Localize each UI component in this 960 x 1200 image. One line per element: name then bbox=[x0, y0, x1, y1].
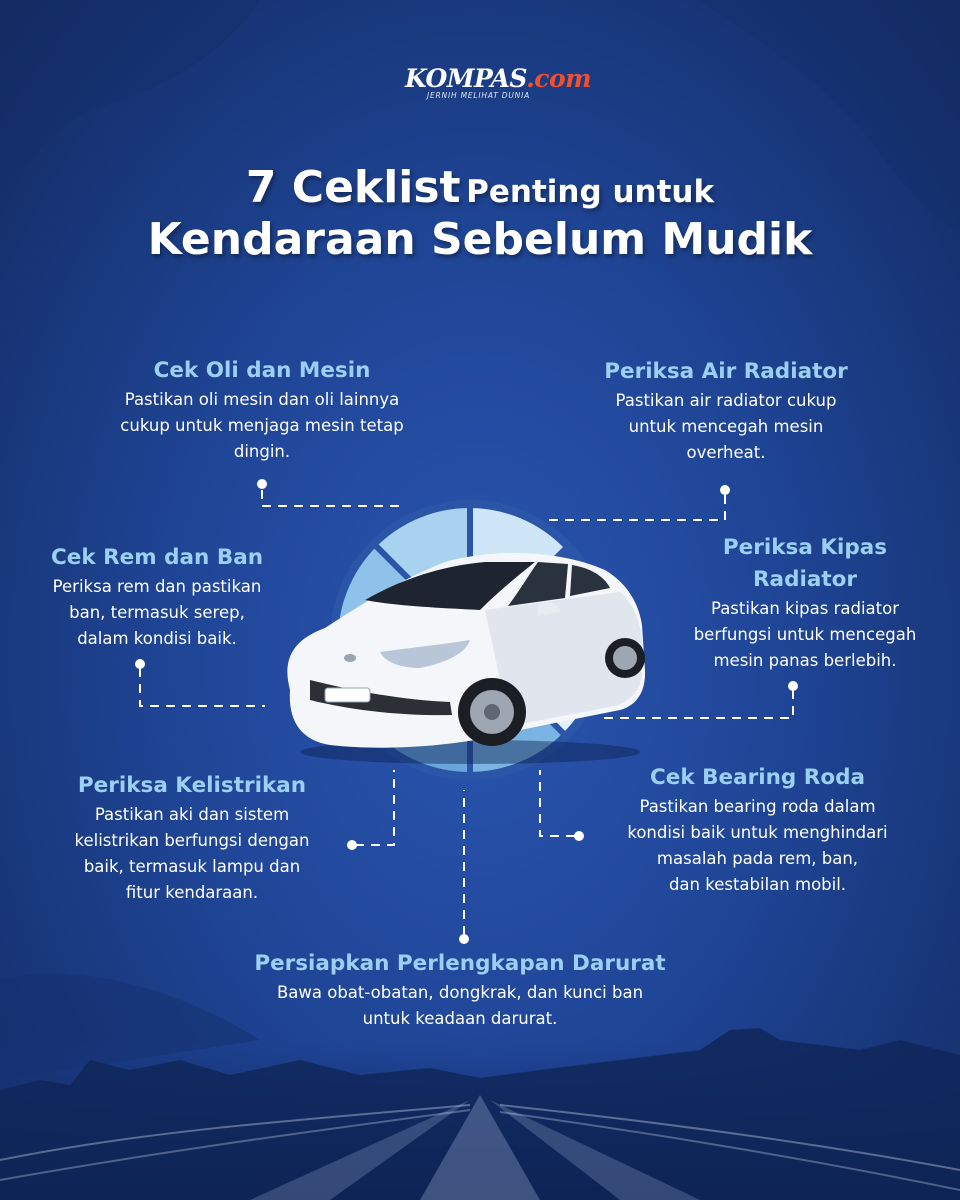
item-heading: Periksa Kelistrikan bbox=[77, 773, 307, 798]
item-text-line: Pastikan air radiator cukup bbox=[615, 391, 837, 410]
logo-wordmark bbox=[405, 64, 592, 93]
checklist-item-electrical bbox=[37, 770, 347, 906]
item-text-line: Pastikan bearing roda dalam bbox=[639, 797, 876, 816]
item-text-line: berfungsi untuk mencegah bbox=[693, 625, 917, 644]
item-heading: Cek Rem dan Ban bbox=[50, 545, 264, 570]
item-text-line: dingin. bbox=[233, 442, 291, 461]
item-text-line: Pastikan aki dan sistem bbox=[94, 805, 290, 824]
logo-suffix: .com bbox=[526, 64, 592, 93]
item-heading: Cek Bearing Roda bbox=[650, 765, 865, 790]
item-heading: Radiator bbox=[753, 567, 857, 592]
title-number: 7 Ceklist bbox=[245, 162, 461, 213]
logo-tagline: JERNIH MELIHAT DUNIA bbox=[427, 91, 531, 100]
checklist-item-radiator-water bbox=[553, 356, 899, 466]
item-heading: Periksa Air Radiator bbox=[604, 359, 848, 384]
logo-name: KOMPAS bbox=[405, 64, 527, 93]
checklist-item-radiator-fan bbox=[655, 532, 955, 674]
checklist-item-oil bbox=[72, 355, 452, 465]
page-title-line1 bbox=[0, 162, 960, 213]
item-text-line: kelistrikan berfungsi dengan bbox=[74, 831, 310, 850]
item-text-line: dalam kondisi baik. bbox=[77, 629, 237, 648]
item-text-line: Pastikan kipas radiator bbox=[710, 599, 900, 618]
item-text-line: ban, termasuk serep, bbox=[69, 603, 245, 622]
item-text-line: dan kestabilan mobil. bbox=[668, 875, 847, 894]
checklist-item-brakes-tires bbox=[12, 542, 302, 652]
item-text-line: overheat. bbox=[686, 443, 766, 462]
item-text-line: masalah pada rem, ban, bbox=[656, 849, 859, 868]
item-text-line: baik, termasuk lampu dan bbox=[83, 857, 301, 876]
item-heading: Periksa Kipas bbox=[722, 535, 888, 560]
item-text-line: kondisi baik untuk menghindari bbox=[627, 823, 888, 842]
item-heading: Persiapkan Perlengkapan Darurat bbox=[254, 951, 666, 976]
checklist-item-emergency-kit bbox=[200, 948, 720, 1032]
item-text-line: untuk mencegah mesin bbox=[628, 417, 824, 436]
item-text-line: Periksa rem dan pastikan bbox=[52, 577, 262, 596]
item-heading: Cek Oli dan Mesin bbox=[153, 358, 371, 383]
item-text-line: fitur kendaraan. bbox=[125, 883, 259, 902]
item-text-line: Bawa obat-obatan, dongkrak, dan kunci ban bbox=[276, 983, 644, 1002]
car-image bbox=[270, 540, 650, 770]
checklist-item-wheel-bearing bbox=[585, 762, 930, 898]
item-text-line: untuk keadaan darurat. bbox=[362, 1009, 558, 1028]
page-title-line2: Kendaraan Sebelum Mudik bbox=[147, 214, 813, 265]
title-rest: Penting untuk bbox=[466, 174, 715, 210]
item-text-line: Pastikan oli mesin dan oli lainnya bbox=[124, 390, 400, 409]
kompas-logo bbox=[405, 64, 592, 100]
item-text-line: cukup untuk menjaga mesin tetap bbox=[120, 416, 404, 435]
item-text-line: mesin panas berlebih. bbox=[713, 651, 897, 670]
